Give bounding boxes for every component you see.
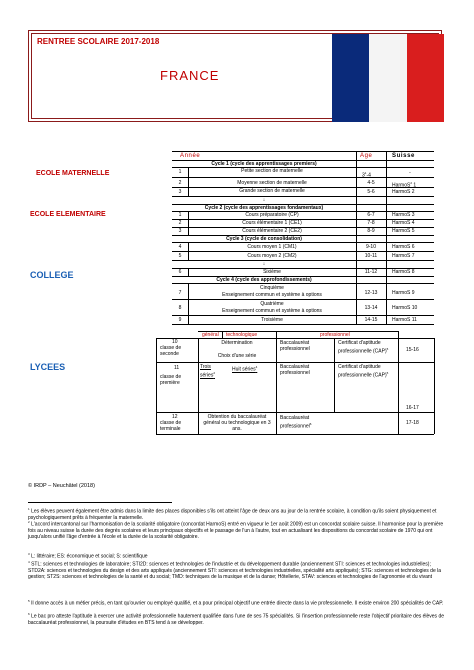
row-num: 1 (178, 169, 182, 175)
country-title: FRANCE (160, 68, 220, 83)
lycee-12-name: classe de terminale (160, 420, 182, 432)
row-age: 11-12 (364, 269, 378, 275)
header-annee: Année (180, 153, 201, 159)
lycee-12-num: 12 (172, 414, 178, 420)
rule (156, 338, 157, 434)
footnote-rule (28, 502, 172, 503)
row-age: 9-10 (365, 244, 376, 250)
rule (398, 331, 399, 338)
row-age: 4-5 (367, 180, 375, 186)
rule (276, 338, 277, 434)
row-label: Petite section de maternelle (241, 168, 303, 174)
rule (156, 434, 434, 435)
row-label: Cours élémentaire 1 (CE1) (242, 220, 302, 226)
level-lycees: LYCEES (30, 362, 66, 372)
rule (198, 331, 398, 332)
row-num: 3 (178, 189, 182, 195)
row-suisse: HarmoS 8 (392, 269, 415, 275)
row-label: Quatrième (260, 301, 284, 307)
rule (276, 331, 277, 338)
row-suisse: - (409, 170, 411, 176)
row-num: 7 (178, 290, 182, 296)
footnote: $^4$ STL: sciences et technologies de laboratoire; STI2D: sciences et technologies de l'industrie et du développement durable (anciennement STI: sciences et technologies industrielles); STD2A: sciences et technologies du design et des arts appliqués (anciennement STI: sciences et technologies industrielles, spécialité arts appliqués); STG: sciences et technologies de la gestion; ST2S: sciences et technologies de la santé et du social; TMD: techniques de la musique et de la danse; Hôtellerie, STAV: sciences et technologies de l'agronomie et du vivant (28, 560, 442, 580)
row-num: 4 (178, 244, 182, 250)
lycee-12-age: 17-18 (406, 420, 419, 426)
row-label: Cours moyen 1 (CM1) (247, 244, 297, 250)
french-flag-image (332, 34, 444, 122)
row-num: 5 (178, 253, 182, 259)
cycle-2: Cycle 2 (cycle des apprentissages fondamentaux) (204, 205, 324, 211)
row-num: 2 (178, 220, 182, 226)
row-num: 2 (178, 180, 182, 186)
row-age: 5-6 (367, 189, 375, 195)
arrow: ↓ (262, 261, 266, 267)
row-suisse: HarmoS 11 (392, 317, 417, 323)
lycee-11-bac: Baccalauréat professionnel (280, 364, 310, 376)
copyright: © IRDP – Neuchâtel (2018) (28, 483, 95, 489)
row-label: Cours moyen 2 (CM2) (247, 253, 297, 259)
cycle-4: Cycle 4 (cycle des approfondissements) (216, 277, 312, 283)
footnote: $^5$ Il donne accès à un métier précis, en tant qu'ouvrier ou employé qualifié, et a pour principal objectif une entrée directe dans la vie professionnelle. Il existe environ 200 spécialités de CAP. (28, 599, 444, 607)
cycle-1: Cycle 1 (cycle des apprentissages premiers) (211, 161, 317, 167)
row-num: 9 (178, 317, 182, 323)
arrow: ↓ (262, 197, 266, 203)
level-elementaire: ECOLE ELEMENTAIRE (30, 211, 106, 218)
row-suisse: HarmoS 5 (392, 228, 415, 234)
row-age: 8-9 (367, 228, 375, 234)
rule (172, 177, 434, 178)
cycle-3: Cycle 3 (cycle de consolidation) (226, 236, 302, 242)
rule (156, 362, 434, 363)
row-label-options: Enseignement commun et système à options (222, 308, 322, 314)
row-label: Cinquième (260, 285, 284, 291)
row-num: 8 (178, 305, 182, 311)
lycee-10-age: 15-16 (406, 347, 419, 353)
header-suisse: Suisse (392, 153, 415, 159)
rule (398, 338, 399, 434)
row-age: 12-13 (364, 290, 378, 296)
lycee-12-gen: Obtention du baccalauréat général ou technologique en 3 ans. (203, 414, 271, 432)
row-label: Grande section de maternelle (239, 188, 305, 194)
row-suisse: HarmoS 4 (392, 220, 415, 226)
header-box (28, 30, 442, 122)
footnote: $^3$ L: littéraire; ES: économique et social; S: scientifique (28, 552, 148, 560)
row-label: Sixième (263, 269, 281, 275)
header-age: Age (360, 153, 373, 159)
row-num: 1 (178, 212, 182, 218)
row-age: 10-11 (364, 253, 378, 259)
lycee-12-bac: Baccalauréat professionnel$^6$ (280, 415, 312, 430)
tab-technologique: technologique (226, 332, 258, 338)
tab-general: général (202, 332, 219, 338)
lycee-10-num: 10 (172, 339, 178, 345)
rule (222, 331, 223, 338)
rule (172, 283, 434, 284)
row-age: 13-14 (364, 305, 378, 311)
rule (172, 251, 434, 252)
lycee-10-name: classe de seconde (160, 345, 182, 357)
lycee-10-gen: Détermination (221, 340, 253, 346)
row-label: Cours élémentaire 2 (CE2) (242, 228, 302, 234)
rule (434, 338, 435, 434)
rule (172, 299, 434, 300)
rule (172, 242, 434, 243)
row-suisse: HarmoS 6 (392, 244, 415, 250)
row-suisse: HarmoS$^2$ 1 (392, 181, 417, 189)
level-maternelle: ECOLE MATERNELLE (36, 170, 110, 177)
header-inner-border (31, 33, 439, 119)
row-label: Troisième (261, 317, 283, 323)
tab-professionnel: professionnel (320, 332, 350, 338)
row-age: $3^1-4$ (362, 171, 371, 179)
lycee-11-age: 16-17 (406, 405, 419, 411)
row-label-options: Enseignement commun et système à options (222, 292, 322, 298)
rule (172, 315, 434, 316)
lycee-11-name: classe de première (160, 374, 182, 386)
rule (172, 151, 434, 152)
row-age: 14-15 (364, 317, 378, 323)
footnote: $^2$ L'accord intercantonal sur l'harmonisation de la scolarité obligatoire (concordat HarmoS) entré en vigueur le 1er août 2009) est un concordat scolaire suisse. Il harmonise pour la première fois au niveau suisse la durée des degrés scolaires et leurs principaux objectifs et le passage de l'un à l'autre, tout en actualisant les dispositions du concordat scolaire de 1970 qui ont jusqu'alors unifié l'âge d'entrée à l'école et la durée de la scolarité obligatoire. (28, 520, 444, 540)
lycee-10-cap: Certificat d'aptitude professionnelle (CAP)$^5$ (338, 340, 389, 355)
row-num: 3 (178, 228, 182, 234)
row-suisse: HarmoS 9 (392, 290, 415, 296)
document-title: RENTREE SCOLAIRE 2017-2018 (37, 37, 160, 46)
lycee-11-trois-series: Trois séries$^2$ (200, 364, 216, 379)
row-label: Moyenne section de maternelle (237, 180, 307, 186)
rule (334, 338, 335, 412)
level-college: COLLEGE (30, 270, 74, 280)
row-age: 6-7 (367, 212, 375, 218)
rule (156, 412, 434, 413)
lycee-11-cap: Certificat d'aptitude professionnelle (CAP)$^5$ (338, 364, 389, 379)
row-num: 6 (178, 269, 182, 275)
row-suisse: HarmoS 2 (392, 189, 415, 195)
row-suisse: HarmoS 7 (392, 253, 415, 259)
footnote: $^6$ Le bac pro atteste l'aptitude à exercer une activité professionnelle hautement qualifiée dans l'une de ses 75 spécialités. Si l'insertion professionnelle reste l'objectif prioritaire des élèves de baccalauréat professionnel, la poursuite d'études en BTS tend à se développer. (28, 612, 445, 626)
row-age: 7-8 (367, 220, 375, 226)
rule (172, 324, 434, 325)
lycee-11-num: 11 (174, 365, 180, 371)
row-label: Cours préparatoire (CP) (245, 212, 299, 218)
row-suisse: HarmoS 10 (392, 305, 418, 311)
lycee-10-bac: Baccalauréat professionnel (280, 340, 310, 352)
footnote: $^1$ Les élèves peuvent également être admis dans la limite des places disponibles s'ils ont atteint l'âge de deux ans au jour de la rentrée scolaire, à condition qu'ils soient physiquement et psychologiquement prêts à fréquenter la maternelle. (28, 507, 437, 521)
lycee-11-huit-series: Huit séries$^4$ (232, 365, 258, 373)
row-suisse: HarmoS 3 (392, 212, 415, 218)
lycee-10-choix: Choix d'une série (217, 353, 257, 359)
